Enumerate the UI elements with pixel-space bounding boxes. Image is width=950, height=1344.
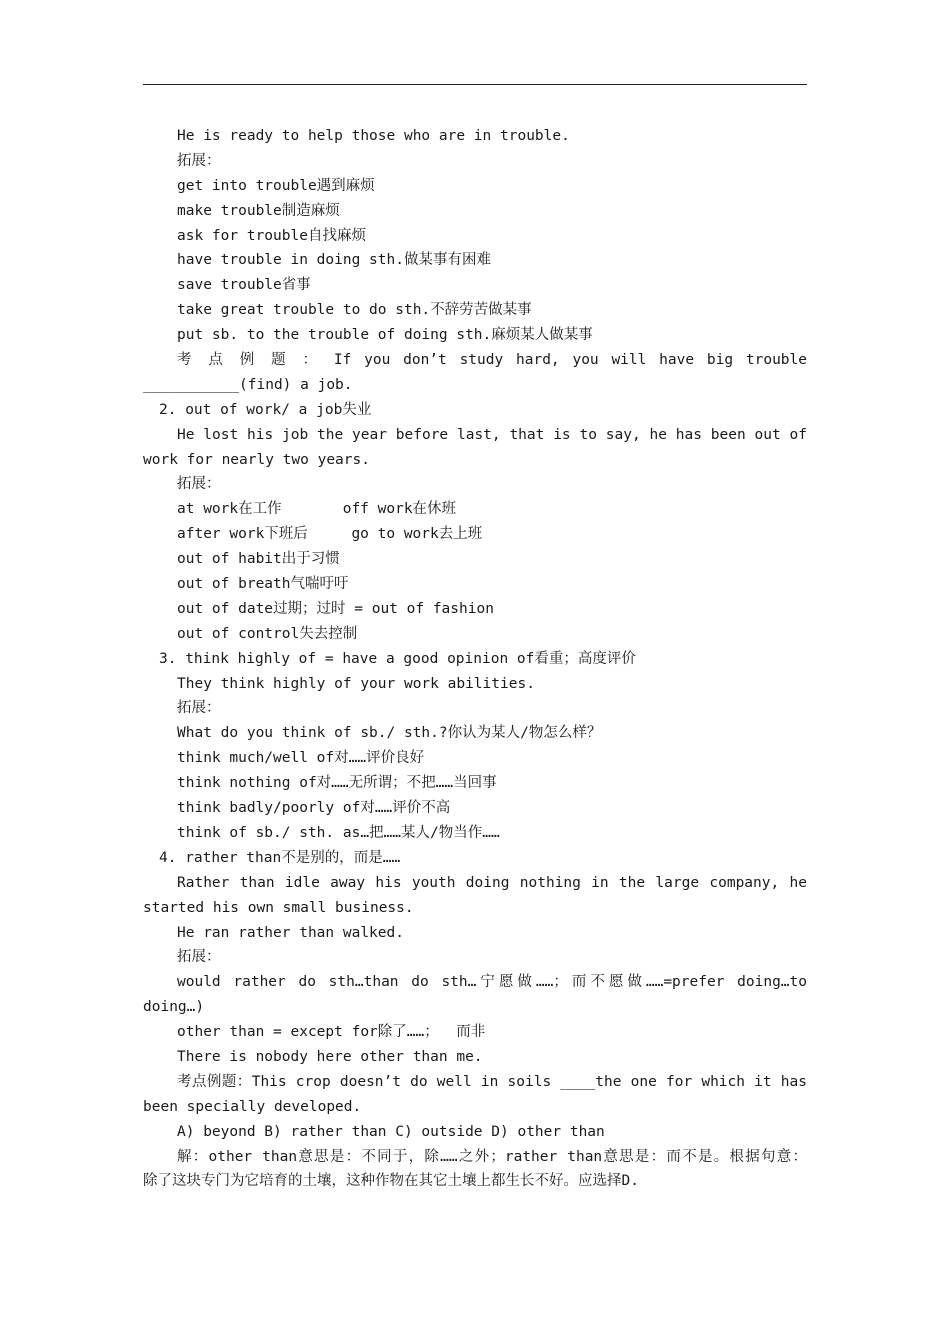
text-line: 3. think highly of = have a good opinion of看重；高度评价	[159, 650, 636, 667]
text-line: started his own small business.	[143, 899, 414, 916]
text-line: 考 点 例 题 ： If you don’t study hard, you will have big trouble	[177, 352, 807, 369]
text-line: think much/well of对……评价良好	[177, 750, 425, 767]
text-line: think badly/poorly of对……评价不高	[177, 800, 451, 817]
text-line: doing…)	[143, 999, 205, 1016]
text-line: He ran rather than walked.	[177, 924, 404, 941]
text-line: have trouble in doing sth.做某事有困难	[177, 252, 491, 269]
text-line: He is ready to help those who are in trouble.	[177, 128, 570, 144]
text-line: out of control失去控制	[177, 625, 358, 642]
text-line: been specially developed.	[143, 1098, 362, 1115]
text-line: other than = except for除了……； 而非	[177, 1024, 486, 1041]
text-line: 拓展：	[177, 700, 221, 717]
text-line: ___________(find) a job.	[143, 376, 353, 393]
text-line: work for nearly two years.	[143, 451, 370, 468]
text-line: Rather than idle away his youth doing nothing in the large company, he	[177, 874, 807, 891]
text-line: at work在工作 off work在休班	[177, 501, 457, 518]
text-line: get into trouble遇到麻烦	[177, 177, 375, 194]
header-rule	[143, 84, 807, 85]
text-line: would rather do sth…than do sth…宁愿做……；而不愿做……=prefer doing…to	[177, 974, 807, 991]
text-line: take great trouble to do sth.不辞劳苦做某事	[177, 302, 532, 319]
text-line: What do you think of sb./ sth.?你认为某人/物怎么样？	[177, 725, 602, 742]
text-line: A) beyond B) rather than C) outside D) other than	[177, 1123, 605, 1140]
text-line: 考点例题：This crop doesn’t do well in soils ____the one for which it has	[177, 1073, 807, 1090]
text-line: put sb. to the trouble of doing sth.麻烦某人做某事	[177, 327, 593, 344]
text-line: out of date过期；过时 = out of fashion	[177, 600, 494, 617]
text-line: 拓展：	[177, 152, 221, 169]
text-line: out of breath气喘吁吁	[177, 576, 349, 593]
text-line: 2. out of work/ a job失业	[159, 401, 372, 418]
text-line: think nothing of对……无所谓；不把……当回事	[177, 775, 497, 792]
text-line: 4. rather than不是别的，而是……	[159, 849, 401, 866]
document-body	[143, 124, 807, 1194]
text-line: There is nobody here other than me.	[177, 1048, 483, 1065]
text-line: 拓展：	[177, 949, 221, 966]
text-line: out of habit出于习惯	[177, 551, 340, 568]
text-line: He lost his job the year before last, that is to say, he has been out of	[177, 426, 807, 443]
text-line: after work下班后 go to work去上班	[177, 526, 483, 543]
text-line: They think highly of your work abilities.	[177, 675, 535, 692]
text-line: think of sb./ sth. as…把……某人/物当作……	[177, 824, 500, 841]
text-line: 拓展：	[177, 476, 221, 493]
text-line: ask for trouble自找麻烦	[177, 227, 366, 244]
text-line: save trouble省事	[177, 277, 311, 294]
text-line: 除了这块专门为它培育的土壤，这种作物在其它土壤上都生长不好。应选择D.	[143, 1173, 639, 1190]
text-line: 解：other than意思是：不同于，除……之外；rather than意思是：而不是。根据句意：	[177, 1148, 807, 1165]
text-line: make trouble制造麻烦	[177, 202, 340, 219]
